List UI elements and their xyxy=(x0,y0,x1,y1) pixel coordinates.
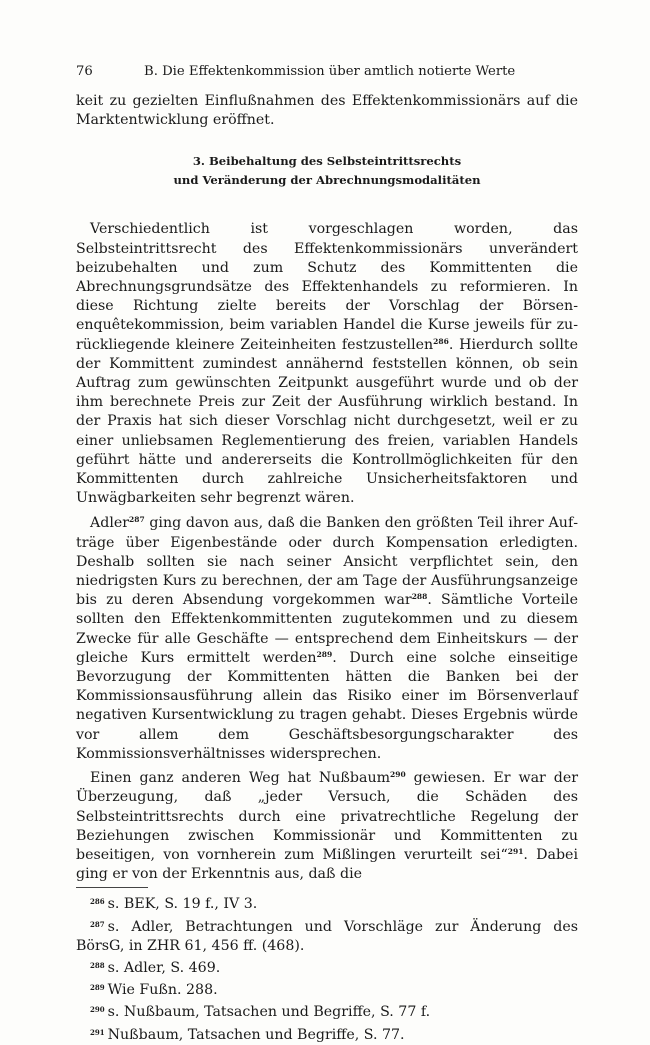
footnote xyxy=(76,978,578,1000)
footnote-text: s. BEK, S. 19 f., IV 3. xyxy=(107,896,258,913)
paragraph-1 xyxy=(76,220,578,508)
footnote-ref: 286 xyxy=(433,336,449,346)
carryover-paragraph: keit zu gezielten Einflußnahmen des Effektenkommissionärs auf die Marktentwicklung eröffnet. xyxy=(76,93,578,129)
running-header xyxy=(76,62,578,82)
footnote-ref: 290 xyxy=(390,770,406,780)
footnote-number: 286 xyxy=(90,897,105,907)
footnote xyxy=(76,1023,578,1045)
paragraph-text: . Dabei ging er von der Erkenntnis aus, daß die xyxy=(76,846,578,883)
footnote-ref: 288 xyxy=(411,592,428,602)
footnote xyxy=(76,915,578,956)
section-heading-line-2: und Veränderung der Abrechnungsmodalitäten xyxy=(173,173,481,188)
body-text xyxy=(76,220,578,884)
footnote-text: s. Adler, S. 469. xyxy=(107,959,221,976)
footnote-divider xyxy=(76,887,148,888)
footnote-ref: 289 xyxy=(316,649,333,659)
paragraph-text: ging davon aus, daß die Banken den größten Teil ihrer Aufträge über Eigenbestände oder durch Kompensation erledigten. Deshalb sollten sie nach seiner Ansicht verpflichtet sein, den niedrigsten Kurs zu berechnen, der am Tage der Ausführungsanzeige bis zu deren Absendung vorgekommen war xyxy=(76,515,578,609)
paragraph-text: . Durch eine solche einseitige Bevorzugung der Kommittenten hätten die Banken bei der Kommissionsausführung allein das Risiko einer im Börsenverlauf negativen Kursentwicklung zu tragen gehabt. Dieses Ergebnis würde vor allem dem Geschäftsbesorgungscharakter des Kommissionsverhältnisses widersprechen. xyxy=(76,649,578,762)
paragraph-3 xyxy=(76,769,578,884)
footnote-text: s. Adler, Betrachtungen und Vorschläge zur Änderung des BörsG, in ZHR 61, 456 ff. (468). xyxy=(76,918,578,954)
page-number: 76 xyxy=(76,64,93,79)
paragraph-text: . Sämtliche Vorteile sollten den Effektenkommittenten zugutekommen und zu diesem Zwecke für alle Geschäfte — entsprechend dem Einheitskurs — der gleiche Kurs ermittelt werden xyxy=(76,592,578,666)
paragraph-text: Adler xyxy=(90,515,130,532)
paragraph-text: Einen ganz anderen Weg hat Nußbaum xyxy=(90,770,391,787)
footnote-text: s. Nußbaum, Tatsachen und Begriffe, S. 77 f. xyxy=(107,1004,431,1021)
running-title: B. Die Effektenkommission über amtlich notierte Werte xyxy=(144,64,516,79)
footnote-number: 287 xyxy=(90,919,105,929)
book-page xyxy=(76,62,578,1045)
footnote-number: 290 xyxy=(90,1005,105,1015)
footnote-number: 291 xyxy=(90,1027,105,1037)
paragraph-text: gewiesen. Er war der Überzeugung, daß „jeder Versuch, die Schäden des Selbsteintrittsrechts durch eine privatrechtliche Regelung der Beziehungen zwischen Kommissionär und Kommittenten zu beseitigen, von vornherein zum Mißlingen verurteilt sei“ xyxy=(76,770,579,863)
footnote-text: Wie Fußn. 288. xyxy=(107,982,218,999)
footnotes xyxy=(76,892,578,1044)
footnote-ref: 291 xyxy=(507,846,524,856)
section-heading xyxy=(76,152,578,190)
paragraph-text: Verschiedentlich ist vorgeschlagen worden, das Selbsteintrittsrecht des Effektenkommissionärs unverändert beizubehalten und zum Schutz des Kommittenten die Abrechnungsgrundsätze des Effektenhandels zu reformieren. In diese Richtung zielte bereits der Vorschlag der Börsenenquêtekommission, beim variablen Handel die Kurse jeweils für zurückliegende kleinere Zeiteinheiten festzustellen xyxy=(76,221,578,353)
section-heading-line-1: 3. Beibehaltung des Selbsteintrittsrechts xyxy=(192,154,462,169)
footnote-number: 289 xyxy=(90,983,105,993)
footnote xyxy=(76,892,578,914)
footnote-number: 288 xyxy=(90,960,105,970)
paragraph-text: . Hierdurch sollte der Kommittent zumindest annähernd feststellen können, ob sein Auftrag zum gewünschten Zeitpunkt ausgeführt wurde und ob der ihm berechnete Preis zur Zeit der Ausführung wirklich bestand. In der Praxis hat sich dieser Vorschlag nicht durchgesetzt, weil er zu einer unliebsamen Reglementierung des freien, variablen Handels geführt hätte und andererseits die Kontrollmöglichkeiten für den Kommittenten durch zahlreiche Unsicherheitsfaktoren und Unwägbarkeiten sehr begrenzt wären. xyxy=(76,336,578,507)
paragraph-2 xyxy=(76,514,578,764)
footnote xyxy=(76,956,578,978)
footnote-text: Nußbaum, Tatsachen und Begriffe, S. 77. xyxy=(107,1026,405,1043)
footnote-ref: 287 xyxy=(129,515,145,525)
footnote xyxy=(76,1000,578,1022)
